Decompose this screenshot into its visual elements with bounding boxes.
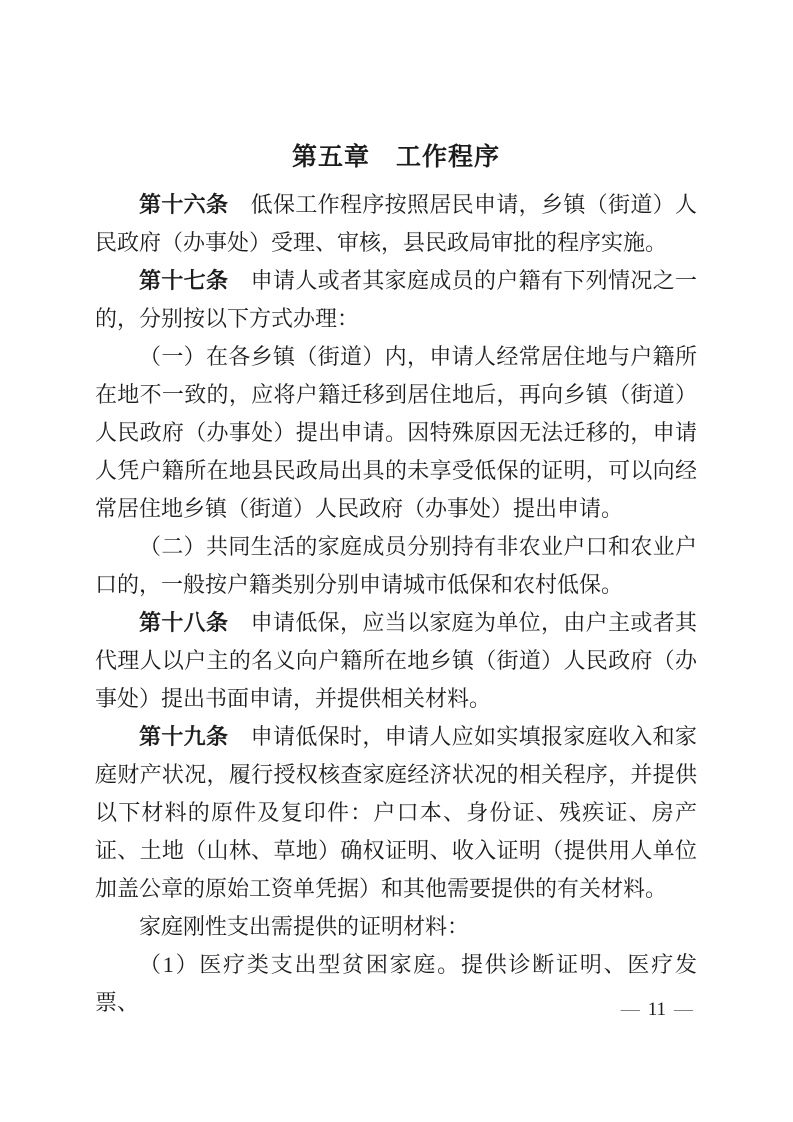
page-footer	[621, 998, 693, 1022]
paragraph	[95, 528, 697, 604]
paragraph-text: （一）在各乡镇（街道）内，申请人经常居住地与户籍所在地不一致的，应将户籍迁移到居住地后，再向乡镇（街道）人民政府（办事处）提出申请。因特殊原因无法迁移的，申请人凭户籍所在地县民政局出具的未享受低保的证明，可以向经常居住地乡镇（街道）人民政府（办事处）提出申请。	[95, 344, 697, 521]
article-number: 第十九条	[139, 724, 229, 749]
footer-dash-left: —	[620, 999, 640, 1020]
paragraph-text: （二）共同生活的家庭成员分别持有非农业户口和农业户口的，一般按户籍类别分别申请城市低保和农村低保。	[95, 534, 697, 597]
paragraph-text: 申请低保，应当以家庭为单位，由户主或者其代理人以户主的名义向户籍所在地乡镇（街道）人民政府（办事处）提出书面申请，并提供相关材料。	[95, 610, 697, 711]
article-number: 第十八条	[139, 610, 229, 635]
chapter-title: 第五章 工作程序	[291, 143, 500, 171]
paragraph	[95, 946, 697, 1022]
paragraph	[95, 718, 697, 908]
article-number: 第十六条	[139, 192, 229, 217]
page-number: 11	[647, 999, 666, 1020]
paragraph-text: （1）医疗类支出型贫困家庭。提供诊断证明、医疗发票、	[95, 952, 697, 1015]
paragraph-text: 家庭刚性支出需提供的证明材料：	[139, 914, 470, 939]
footer-dash-right: —	[674, 999, 693, 1020]
document-content	[95, 136, 697, 1022]
paragraph	[95, 604, 697, 718]
paragraph-text: 申请人或者其家庭成员的户籍有下列情况之一的，分别按以下方式办理：	[95, 268, 697, 331]
paragraph	[95, 262, 697, 338]
paragraph-text: 申请低保时，申请人应如实填报家庭收入和家庭财产状况，履行授权核查家庭经济状况的相关程序，并提供以下材料的原件及复印件：户口本、身份证、残疾证、房产证、土地（山林、草地）确权证明、收入证明（提供用人单位加盖公章的原始工资单凭据）和其他需要提供的有关材料。	[95, 724, 697, 901]
paragraph-list	[95, 186, 697, 1022]
article-number: 第十七条	[139, 268, 229, 293]
paragraph-text: 低保工作程序按照居民申请，乡镇（街道）人民政府（办事处）受理、审核，县民政局审批的程序实施。	[95, 192, 697, 255]
paragraph	[95, 338, 697, 528]
paragraph	[95, 908, 697, 946]
paragraph	[95, 186, 697, 262]
